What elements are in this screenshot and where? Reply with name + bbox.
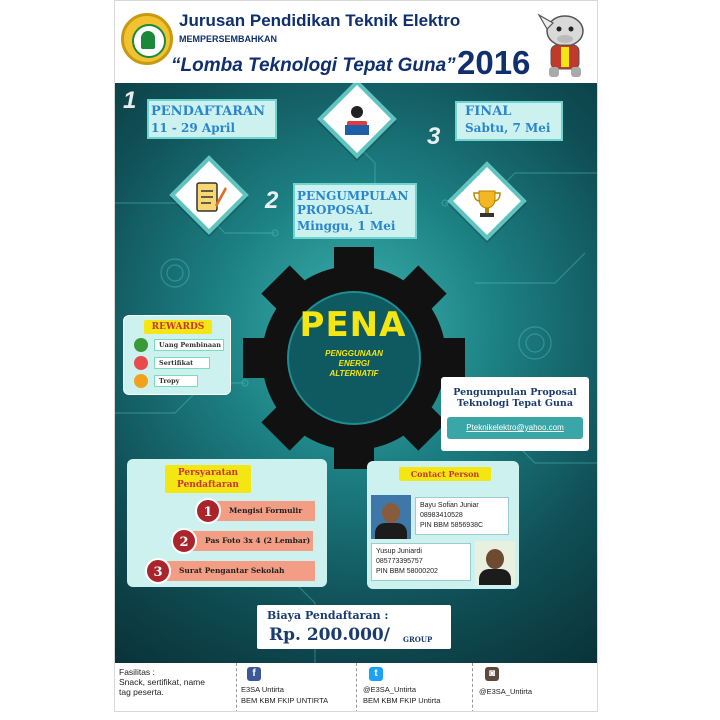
submission-title-line2: Teknologi Tepat Guna: [457, 398, 573, 409]
instagram-handle: @E3SA_Untirta: [479, 687, 533, 696]
facilities-line: tag peserta.: [119, 687, 164, 697]
reward-medal-icon: [134, 374, 148, 388]
registration-title: PENDAFTARAN: [151, 104, 265, 119]
reward-item: Sertifikat: [154, 357, 210, 369]
twitter-icon: t: [369, 667, 383, 681]
contact-photo-2: [475, 541, 515, 585]
rewards-title: REWARDS: [144, 320, 212, 334]
fee-panel: [257, 605, 451, 649]
poster: [114, 0, 598, 712]
final-date: Sabtu, 7 Mei: [465, 121, 551, 135]
requirements-title: [165, 465, 251, 493]
proposal-title-line1: PENGUMPULAN: [297, 189, 409, 203]
contact-title: Contact Person: [399, 467, 491, 481]
requirements-title-line1: Persyaratan: [177, 468, 239, 478]
poster-header: [115, 1, 598, 83]
facilities-column: [115, 663, 237, 712]
contact-phone: 085773395757: [376, 558, 423, 565]
registration-dates: 11 - 29 April: [151, 121, 236, 135]
requirement-item: Pas Foto 3x 4 (2 Lembar): [183, 531, 313, 551]
final-title: FINAL: [465, 104, 512, 119]
step-3-number: 3: [427, 123, 441, 150]
twitter-page: BEM KBM FKIP Untirta: [363, 696, 441, 705]
contact-photo-1: [371, 495, 411, 539]
trophy-icon: [469, 185, 505, 221]
contact-panel: [367, 461, 519, 589]
reward-medal-icon: [134, 338, 148, 352]
contact-pin: PIN BBM 58000202: [376, 568, 438, 575]
rhino-mascot-icon: [535, 9, 593, 81]
facebook-icon: f: [247, 667, 261, 681]
facebook-page: BEM KBM FKIP UNTIRTA: [241, 696, 329, 705]
reward-item: Tropy: [154, 375, 198, 387]
requirement-number: 3: [145, 558, 171, 584]
contact-card-1: [415, 497, 509, 535]
contact-pin: PIN BBM 5856938C: [420, 522, 484, 529]
notebook-pencil-icon: [191, 179, 227, 215]
email-link[interactable]: Pteknikelektro@yahoo.com: [447, 417, 583, 439]
pena-subtitle-line1: PENGGUNAAN: [325, 349, 383, 358]
proposal-date: Minggu, 1 Mei: [297, 219, 396, 233]
event-title: “Lomba Teknologi Tepat Guna”: [171, 55, 456, 76]
requirements-panel: [127, 459, 327, 587]
poster-footer: [115, 663, 598, 712]
university-logo-icon: [121, 13, 173, 65]
fee-amount: Rp. 200.000/: [269, 625, 390, 645]
rewards-panel: [123, 315, 231, 395]
instagram-column: [473, 663, 598, 712]
presents-label: MEMPERSEMBAHKAN: [179, 34, 278, 44]
main-panel: [115, 83, 598, 663]
submission-title-line1: Pengumpulan Proposal: [453, 387, 577, 398]
fee-unit: GROUP: [403, 635, 433, 644]
step-2-number: 2: [265, 187, 279, 214]
pena-subtitle-line2: ENERGI: [338, 359, 370, 368]
reward-item: Uang Pembinaan: [154, 339, 224, 351]
contact-name: Bayu Sofian Juniar: [420, 502, 479, 509]
proposal-title-line2: PROPOSAL: [297, 203, 373, 217]
facebook-column: [237, 663, 357, 712]
department-title: Jurusan Pendidikan Teknik Elektro: [179, 11, 461, 30]
facilities-text: [119, 667, 235, 697]
instagram-icon: ◙: [485, 667, 499, 681]
pena-title: PENA: [299, 305, 407, 345]
facilities-line: Snack, sertifikat, name: [119, 677, 205, 687]
requirement-item: Surat Pengantar Sekolah: [157, 561, 315, 581]
submission-panel: [441, 377, 589, 451]
requirement-number: 1: [195, 498, 221, 524]
facebook-handle: E3SA Untirta: [241, 685, 284, 694]
requirement-item: Mengisi Formulir: [207, 501, 315, 521]
reward-medal-icon: [134, 356, 148, 370]
requirements-title-line2: Pendaftaran: [177, 480, 239, 490]
facilities-label: Fasilitas :: [119, 667, 155, 677]
step-1-number: 1: [123, 87, 137, 114]
twitter-column: [357, 663, 473, 712]
requirement-number: 2: [171, 528, 197, 554]
contact-name: Yusup Juniardi: [376, 548, 422, 555]
contact-card-2: [371, 543, 471, 581]
fee-label: Biaya Pendaftaran :: [267, 609, 389, 622]
contact-phone: 08983410528: [420, 512, 463, 519]
pena-subtitle-line3: ALTERNATIF: [329, 369, 379, 378]
twitter-handle: @E3SA_Untirta: [363, 685, 417, 694]
event-year: 2016: [457, 44, 531, 81]
reading-person-icon: [339, 103, 375, 139]
